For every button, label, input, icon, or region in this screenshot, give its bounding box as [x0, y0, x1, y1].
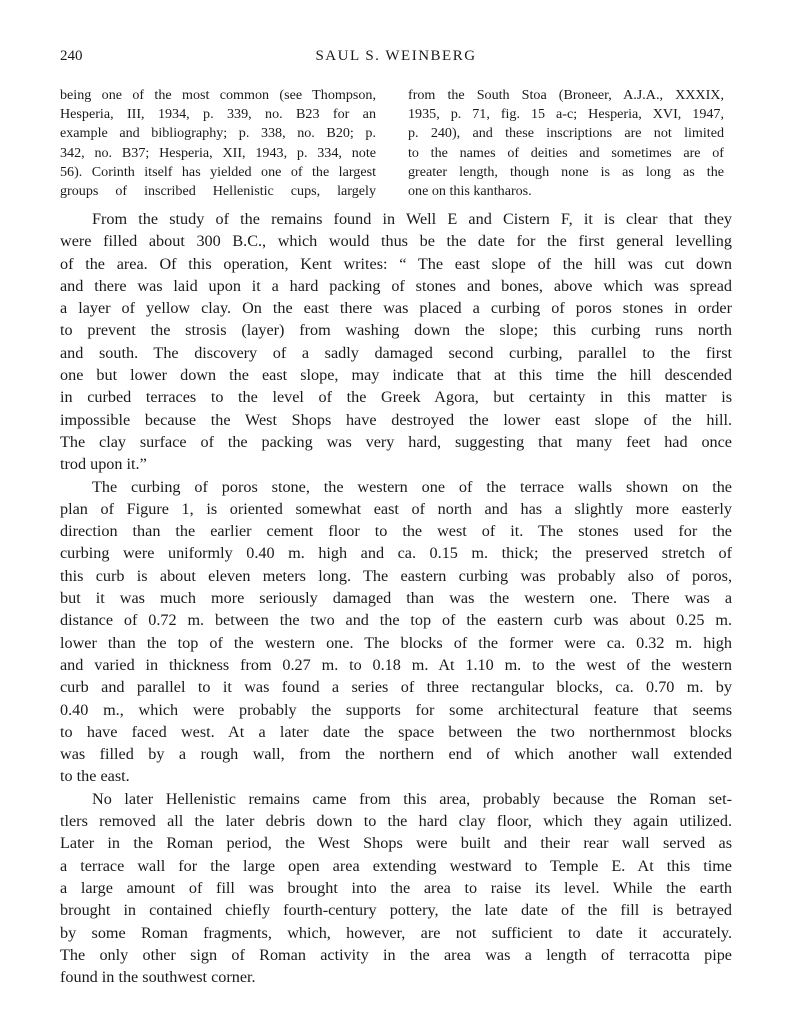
text-line: a large amount of fill was brought into the area to raise its level. While the earth	[60, 878, 732, 897]
text-line: 0.40 m., which were probably the supports for some architectural feature that seems	[60, 700, 732, 719]
text-line: plan of Figure 1, is oriented somewhat east of north and has a slightly more easterly	[60, 499, 732, 518]
footnote-line: 56). Corinth itself has yielded one of the largest	[60, 163, 376, 180]
text-line: curbing were uniformly 0.40 m. high and ca. 0.15 m. thick; the preserved stretch of	[60, 544, 732, 563]
footnote-line: Hesperia, III, 1934, p. 339, no. B23 for an	[60, 106, 376, 123]
text-line: lower than the top of the western one. The blocks of the former were ca. 0.32 m. high	[60, 633, 732, 652]
text-line: in curbed terraces to the level of the Greek Agora, but certainty in this matter is	[60, 388, 732, 407]
text-line: tlers removed all the later debris down to the hard clay floor, which they again utilized.	[60, 812, 732, 831]
text-line: by some Roman fragments, which, however, are not sufficient to date it accurately.	[60, 923, 732, 942]
text-line: and varied in thickness from 0.27 m. to 0.18 m. At 1.10 m. to the west of the western	[60, 655, 732, 674]
text-line: The only other sign of Roman activity in the area was a length of terracotta pipe	[60, 945, 732, 964]
text-line: to the east.	[60, 767, 130, 786]
footnote-line: 342, no. B37; Hesperia, XII, 1943, p. 334, note	[60, 144, 376, 161]
paragraph-2	[60, 476, 732, 788]
text-line: found in the southwest corner.	[60, 968, 256, 987]
footnote-line: groups of inscribed Hellenistic cups, largely	[60, 182, 376, 199]
footnote-line: to the names of deities and sometimes are of	[408, 144, 724, 161]
text-line: of the area. Of this operation, Kent writes: “ The east slope of the hill was cut down	[60, 254, 732, 273]
footnote-line: 1935, p. 71, fig. 15 a-c; Hesperia, XVI, 1947,	[408, 106, 724, 123]
body-text	[60, 208, 732, 988]
running-head: SAUL S. WEINBERG	[315, 48, 477, 64]
text-line: The clay surface of the packing was very hard, suggesting that many feet had once	[60, 432, 732, 451]
text-line: to prevent the strosis (layer) from washing down the slope; this curbing runs north	[60, 321, 732, 340]
text-line: trod upon it.”	[60, 455, 147, 474]
footnote-line: from the South Stoa (Broneer, A.J.A., XXXIX,	[408, 87, 724, 103]
page-header	[60, 48, 732, 70]
text-line: curb and parallel to it was found a series of three rectangular blocks, ca. 0.70 m. by	[60, 678, 732, 697]
footnote-line: example and bibliography; p. 338, no. B20; p.	[60, 125, 376, 142]
text-line: From the study of the remains found in Well E and Cistern F, it is clear that they	[92, 210, 732, 228]
footnote-line: p. 240), and these inscriptions are not limited	[408, 125, 724, 142]
text-line: one but lower down the east slope, may indicate that at this time the hill descended	[60, 366, 732, 385]
footnote-block	[60, 86, 732, 202]
text-line: to have faced west. At a later date the space between the two northernmost blocks	[60, 722, 732, 741]
text-line: and there was laid upon it a hard packing of stones and bones, above which was spread	[60, 276, 732, 295]
text-line: this curb is about eleven meters long. The eastern curbing was probably also of poros,	[60, 566, 732, 585]
text-line: but it was much more seriously damaged than was the western one. There was a	[60, 589, 732, 608]
text-line: distance of 0.72 m. between the two and the top of the eastern curb was about 0.25 m.	[60, 611, 732, 630]
text-line: a layer of yellow clay. On the east there was placed a curbing of poros stones in order	[60, 299, 732, 318]
footnote-column-left	[60, 86, 376, 201]
text-line: was filled by a rough wall, from the northern end of which another wall extended	[60, 745, 732, 764]
text-line: a terrace wall for the large open area extending westward to Temple E. At this time	[60, 856, 732, 875]
text-line: Later in the Roman period, the West Shops were built and their rear wall served as	[60, 834, 732, 853]
text-line: No later Hellenistic remains came from this area, probably because the Roman set-	[92, 789, 732, 808]
footnote-line: one on this kantharos.	[408, 182, 532, 199]
footnote-column-right	[408, 86, 724, 201]
text-line: The curbing of poros stone, the western one of the terrace walls shown on the	[92, 477, 732, 496]
page-number: 240	[60, 48, 83, 64]
text-line: and south. The discovery of a sadly damaged second curbing, parallel to the first	[60, 343, 732, 362]
text-line: direction than the earlier cement floor to the west of it. The stones used for the	[60, 522, 732, 541]
paragraph-1	[60, 208, 732, 476]
paragraph-3	[60, 788, 732, 989]
text-line: were filled about 300 B.C., which would thus be the date for the first general levelling	[60, 232, 732, 251]
text-line: impossible because the West Shops have destroyed the lower east slope of the hill.	[60, 410, 732, 429]
footnote-line: being one of the most common (see Thompson,	[60, 87, 376, 103]
text-line: brought in contained chiefly fourth-century pottery, the late date of the fill is betrayed	[60, 901, 732, 920]
footnote-line: greater length, though none is as long as the	[408, 163, 724, 180]
